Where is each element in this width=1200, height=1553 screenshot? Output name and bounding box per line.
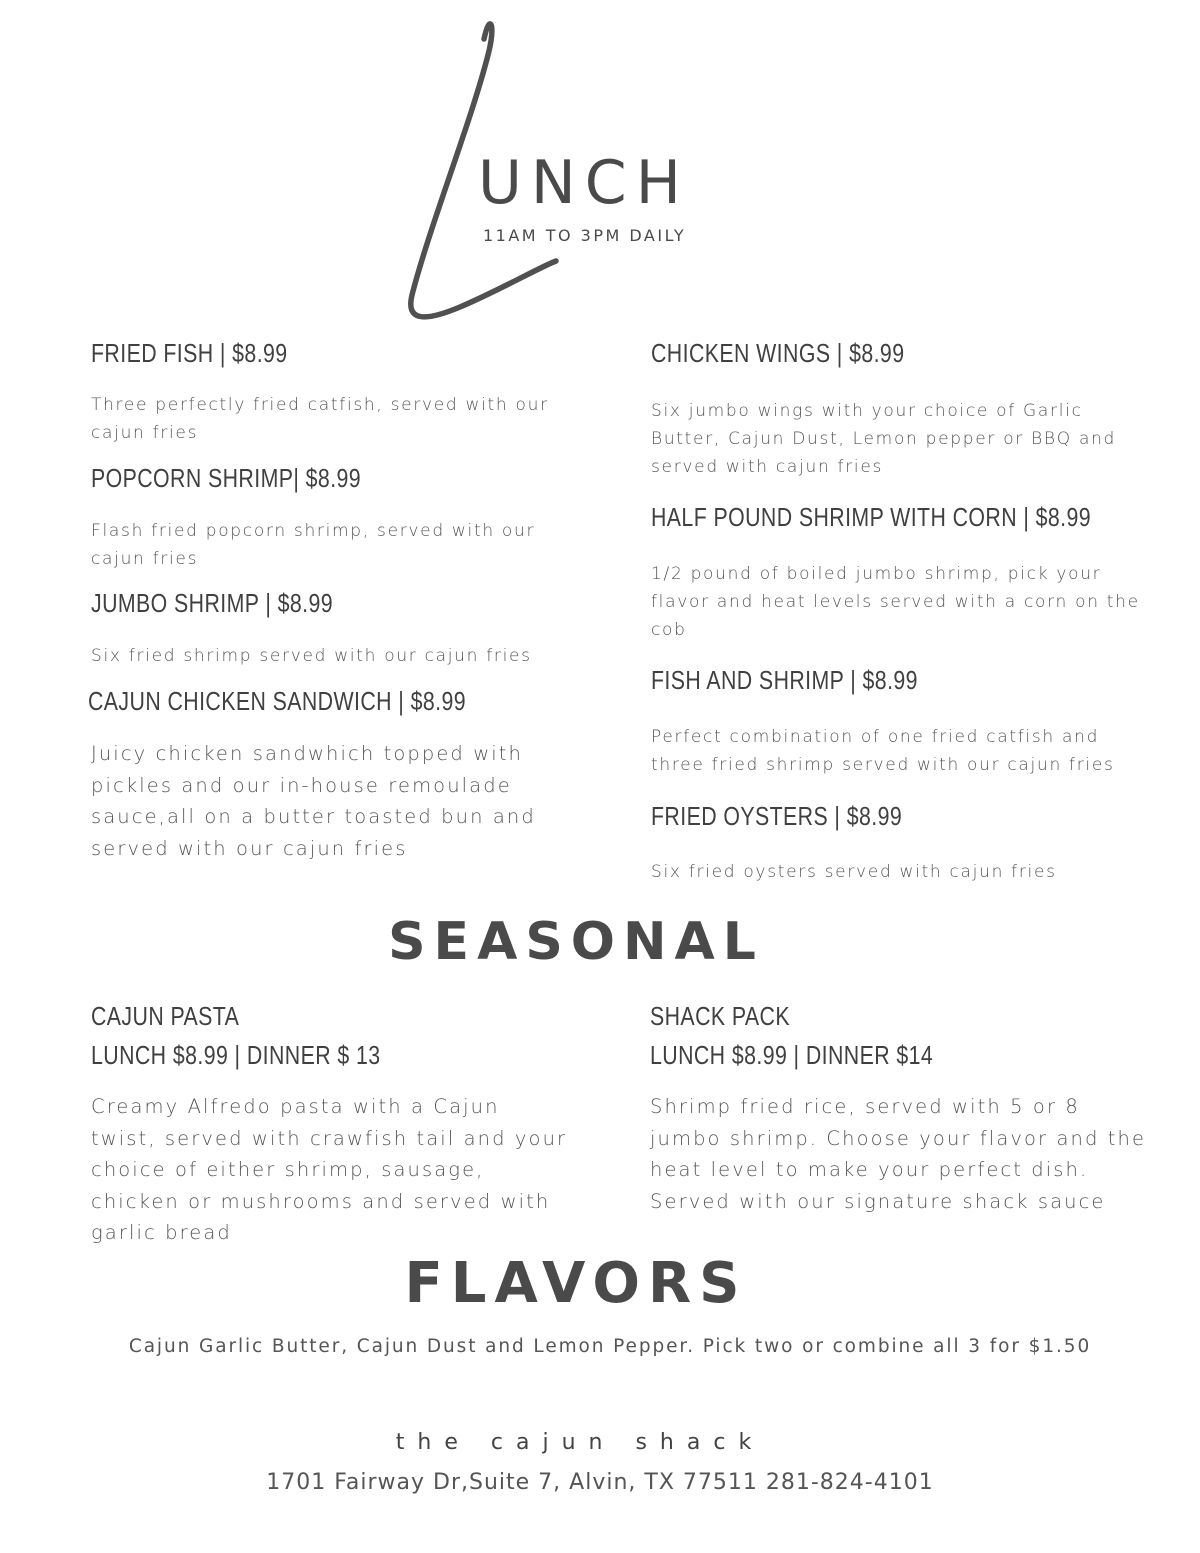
menu-item-title: JUMBO SHRIMP | $8.99 bbox=[91, 588, 334, 618]
menu-item-title: FRIED FISH | $8.99 bbox=[91, 338, 288, 368]
menu-item-title: HALF POUND SHRIMP WITH CORN | $8.99 bbox=[651, 502, 1092, 532]
restaurant-name: the cajun shack bbox=[395, 1430, 765, 1455]
flavors-desc: Cajun Garlic Butter, Cajun Dust and Lemon Pepper. Pick two or combine all 3 for $1.50 bbox=[128, 1336, 1092, 1357]
menu-item-desc: Six fried oysters served with cajun fries bbox=[651, 862, 1057, 882]
menu-item-title: FRIED OYSTERS | $8.99 bbox=[651, 801, 903, 831]
menu-item-title: CAJUN CHICKEN SANDWICH | $8.99 bbox=[88, 686, 466, 716]
menu-item-desc: Six fried shrimp served with our cajun fries bbox=[91, 646, 532, 666]
seasonal-item-desc: Shrimp fried rice, served with 5 or 8 jumbo shrimp. Choose your flavor and the heat level to make your perfect dish. Served with our signature shack sauce bbox=[650, 1095, 1147, 1213]
menu-item-desc: Flash fried popcorn shrimp, served with our cajun fries bbox=[91, 521, 536, 569]
restaurant-address: 1701 Fairway Dr,Suite 7, Alvin, TX 77511 281-824-4101 bbox=[266, 1470, 934, 1495]
menu-item-title: FISH AND SHRIMP | $8.99 bbox=[651, 665, 918, 695]
menu-item-desc: Three perfectly fried catfish, served with our cajun fries bbox=[91, 395, 549, 443]
seasonal-heading: SEASONAL bbox=[388, 912, 764, 972]
menu-item-desc: Juicy chicken sandwhich topped with pickles and our in-house remoulade sauce,all on a butter toasted bun and served with our cajun fries bbox=[91, 742, 536, 860]
seasonal-item-price: LUNCH $8.99 | DINNER $ 13 bbox=[91, 1040, 381, 1070]
lunch-hours: 11AM TO 3PM DAILY bbox=[483, 226, 687, 245]
lunch-title: UNCH bbox=[478, 148, 690, 218]
menu-item-desc: Six jumbo wings with your choice of Garlic Butter, Cajun Dust, Lemon pepper or BBQ and served with cajun fries bbox=[651, 401, 1117, 477]
seasonal-item-price: LUNCH $8.99 | DINNER $14 bbox=[650, 1040, 934, 1070]
flavors-heading: FLAVORS bbox=[404, 1251, 748, 1316]
seasonal-item-desc: Creamy Alfredo pasta with a Cajun twist, served with crawfish tail and your choice of either shrimp, sausage, chicken or mushrooms and served with garlic bread bbox=[91, 1095, 568, 1244]
menu-item-desc: 1/2 pound of boiled jumbo shrimp, pick your flavor and heat levels served with a corn on the cob bbox=[651, 564, 1140, 640]
seasonal-item-title: SHACK PACK bbox=[650, 1001, 790, 1031]
seasonal-item-title: CAJUN PASTA bbox=[91, 1001, 240, 1031]
menu-item-title: CHICKEN WINGS | $8.99 bbox=[651, 338, 905, 368]
menu-item-desc: Perfect combination of one fried catfish and three fried shrimp served with our cajun fries bbox=[651, 727, 1115, 775]
menu-item-title: POPCORN SHRIMP| $8.99 bbox=[91, 463, 362, 493]
